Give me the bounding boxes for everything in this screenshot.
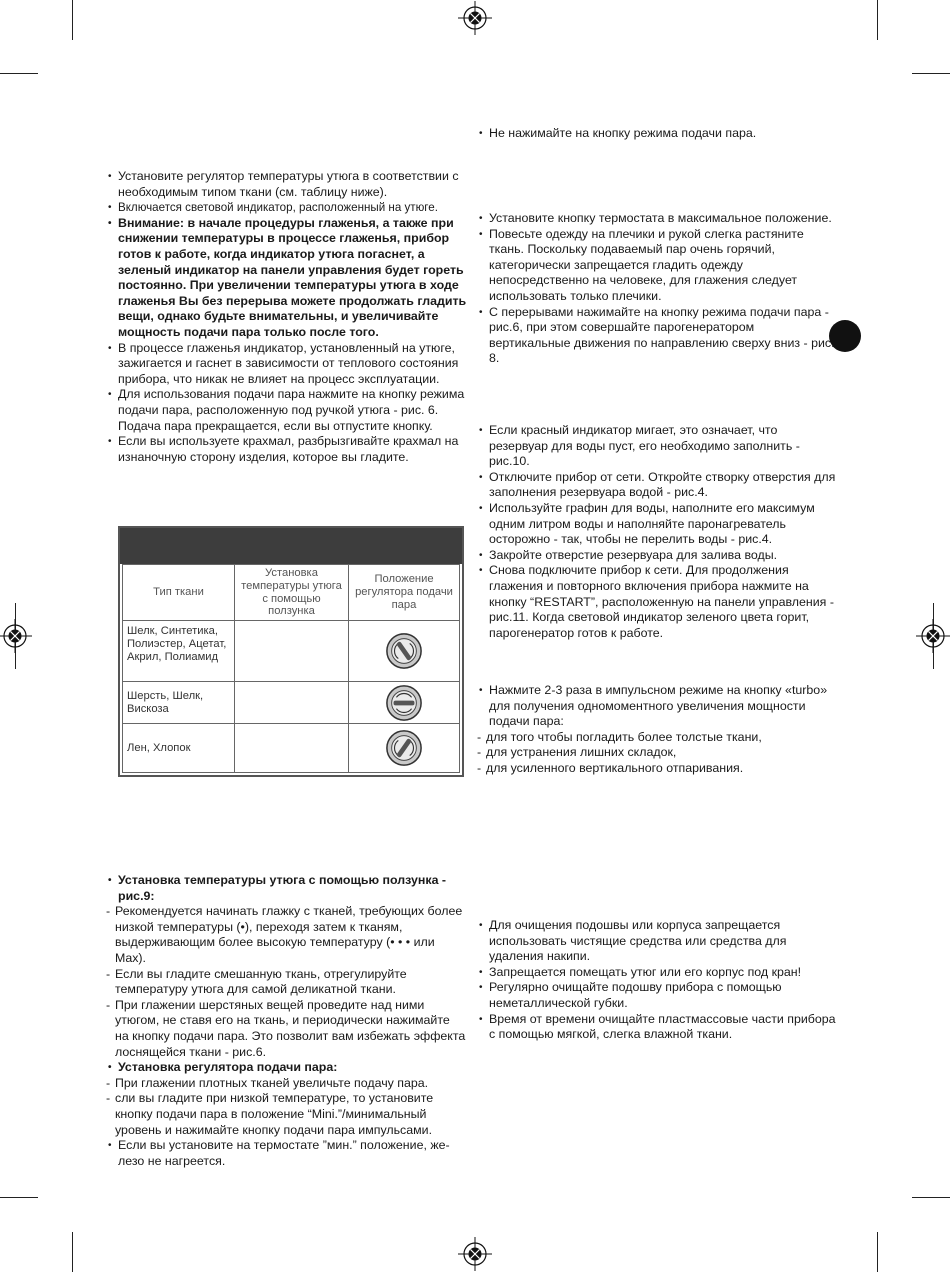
steam-dial-min-icon: [385, 632, 423, 670]
list-item: • Установите кнопку термостата в максимальное положение.: [477, 211, 837, 227]
list-item: • Закройте отверстие резервуара для залива воды.: [477, 548, 837, 564]
dash-item: - сли вы гладите при низкой температуре, то установите кнопку подачи пара в положение “Mini.”/минимальный уровень и нажимайте кнопку подачи пара импульсами.: [106, 1091, 466, 1138]
crop-mark: [877, 1232, 878, 1272]
dash-item: - Рекомендуется начинать глажку с тканей, требующих более низкой температуры (•), переходя затем к тканям, выдерживающим более высокую температуру (• • • или Max).: [106, 904, 466, 966]
list-item: • Для очищения подошвы или корпуса запрещается использовать чистящие средства или средства для удаления накипи.: [477, 918, 837, 965]
list-item: • В процессе глаженья индикатор, установленный на утюге, зажигается и гаснет в зависимости от теплового состояния прибора, что никак не влияет на процесс эксплуатации.: [106, 341, 468, 388]
crop-mark: [912, 1197, 950, 1198]
list-item: • Если вы установите на термостате ”мин.” положение, же-лезо не нагреется.: [106, 1138, 466, 1169]
crop-mark: [912, 73, 950, 74]
subheading: • Установка температуры утюга с помощью ползунка - рис.9:: [106, 873, 466, 904]
steam-dial-max-icon: [385, 729, 423, 767]
list-item: • Повесьте одежду на плечики и рукой слегка растяните ткань. Поскольку подаваемый пар очень горячий, категорически запрещается гладить одежду непосредственно на человеке, для глажения следует использовать только плечики.: [477, 227, 837, 305]
fabric-cell: Лен, Хлопок: [123, 724, 235, 772]
temperature-cell: [235, 621, 349, 682]
crop-mark: [72, 0, 73, 40]
list-item: • Если вы используете крахмал, разбрызгивайте крахмал на изнаночную сторону изделия, которое вы гладите.: [106, 434, 468, 465]
column-header: Установка температуры утюга с помощью ползунка: [235, 565, 349, 621]
right-section-3: [477, 423, 837, 641]
list-item: • Регулярно очищайте подошву прибора с помощью неметаллической губки.: [477, 980, 837, 1011]
dash-item: - Если вы гладите смешанную ткань, отрегулируйте температуру утюга для самой деликатной ткани.: [106, 967, 466, 998]
column-header: Тип ткани: [123, 565, 235, 621]
left-top-section: [106, 169, 468, 465]
column-header: Положение регулятора подачи пара: [349, 565, 459, 621]
steam-dial-mid-icon: [385, 684, 423, 722]
right-section-4: [477, 683, 837, 777]
registration-mark-icon: [0, 619, 32, 653]
list-item: • Снова подключите прибор к сети. Для продолжения глажения и повторного включения прибора нажмите на кнопку “RESTART”, расположенную на панели управления - рис.11. Когда световой индикатор зеленого цвета горит, парогенератор готов к работе.: [477, 563, 837, 641]
left-bottom-section: [106, 873, 466, 1169]
crop-mark: [877, 0, 878, 40]
list-item: • Используйте графин для воды, наполните его максимум одним литром воды и наполняйте паронагреватель осторожно - так, чтобы не перелить воды - рис.4.: [477, 501, 837, 548]
dash-item: - для устранения лишних складок,: [477, 745, 837, 761]
list-item: • С перерывами нажимайте на кнопку режима подачи пара - рис.6, при этом совершайте парогенератором вертикальные движения по направлению сверху вниз - рис. 8.: [477, 305, 837, 367]
dial-cell: [349, 724, 459, 772]
dash-item: - При глажении плотных тканей увеличьте подачу пара.: [106, 1076, 466, 1092]
subheading: • Установка регулятора подачи пара:: [106, 1060, 466, 1076]
list-item: • Не нажимайте на кнопку режима подачи пара.: [477, 126, 837, 142]
list-item: • Время от времени очищайте пластмассовые части прибора с помощью мягкой, слегка влажной ткани.: [477, 1012, 837, 1043]
fabric-cell: Шелк, Синтетика, Полиэстер, Ацетат, Акрил, Полиамид: [123, 621, 235, 682]
crop-mark: [0, 73, 38, 74]
warning-note: • Внимание: в начале процедуры глаженья, а также при снижении температуры в процессе глаженья, прибор готов к работе, когда индикатор утюга погаснет, а зеленый индикатор на панели управления будет гореть постоянно. При увеличении температуры утюга в ходе глаженья Вы без перерыва можете продолжать гладить вещи, однако будьте внимательны, и увеличивайте мощность подачи пара только после того.: [106, 216, 468, 341]
temperature-cell: [235, 724, 349, 772]
dial-cell: [349, 621, 459, 682]
list-item: • Установите регулятор температуры утюга в соответствии с необходимым типом ткани (см. таблицу ниже).: [106, 169, 468, 200]
fabric-cell: Шерсть, Шелк, Вискоза: [123, 682, 235, 724]
temperature-cell: [235, 682, 349, 724]
registration-mark-icon: [458, 1, 492, 35]
right-section-2: [477, 211, 837, 367]
list-item: • Запрещается помещать утюг или его корпус под кран!: [477, 965, 837, 981]
list-item: • Включается световой индикатор, расположенный на утюге.: [106, 200, 468, 216]
dash-item: - При глажении шерстяных вещей проведите над ними утюгом, не ставя его на ткань, и периодически нажимайте на кнопку подачи пара. Это позволит вам избежать эффекта лоснящейся ткани - рис.6.: [106, 998, 466, 1060]
dash-item: - для усиленного вертикального отпаривания.: [477, 761, 837, 777]
list-item: • Нажмите 2-3 раза в импульсном режиме на кнопку «turbo» для получения одномоментного увеличения мощности подачи пара:: [477, 683, 837, 730]
registration-mark-icon: [916, 619, 950, 653]
dial-cell: [349, 682, 459, 724]
dash-item: - для того чтобы погладить более толстые ткани,: [477, 730, 837, 746]
fabric-settings-table: [118, 526, 464, 777]
list-item: • Для использования подачи пара нажмите на кнопку режима подачи пара, расположенную под ручкой утюга - рис. 6. Подача пара прекращается, если вы отпустите кнопку.: [106, 387, 468, 434]
right-section-5: [477, 918, 837, 1043]
crop-mark: [72, 1232, 73, 1272]
crop-mark: [0, 1197, 38, 1198]
table-header-bar: [120, 528, 462, 564]
list-item: • Отключите прибор от сети. Откройте створку отверстия для заполнения резервуара водой - рис.4.: [477, 470, 837, 501]
list-item: • Если красный индикатор мигает, это означает, что резервуар для воды пуст, его необходимо заполнить - рис.10.: [477, 423, 837, 470]
registration-mark-icon: [458, 1237, 492, 1271]
right-section-1: [477, 126, 837, 142]
